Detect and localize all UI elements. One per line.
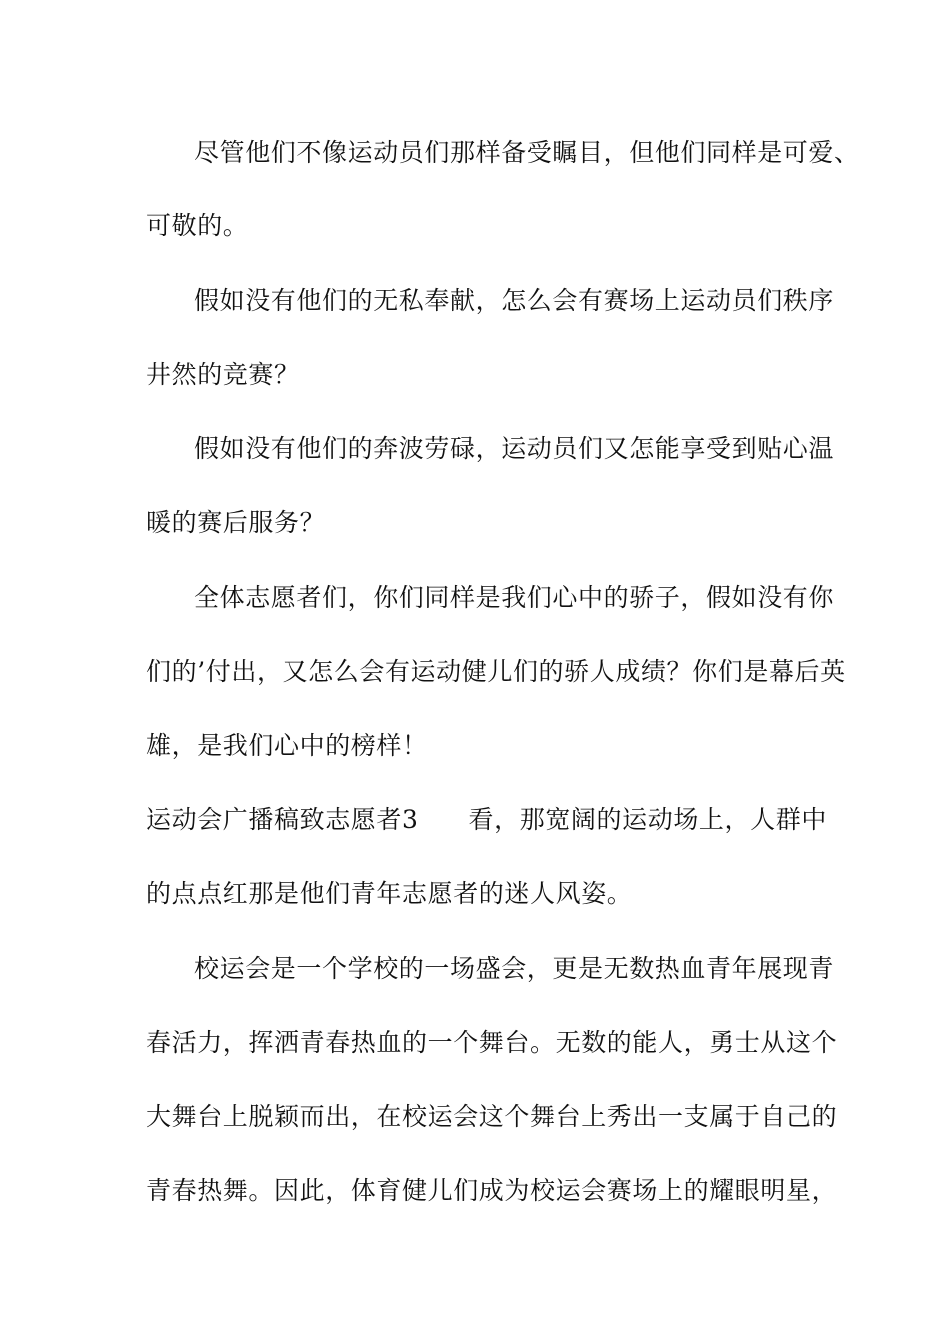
paragraph-line: 的点点红那是他们青年志愿者的迷人风姿。 [146,879,633,908]
section-heading: 运动会广播稿致志愿者3 [146,805,419,834]
paragraph-line: 假如没有他们的奔波劳碌，运动员们又怎能享受到贴心温 [194,434,835,463]
paragraph-line: 可敬的。 [146,211,249,240]
paragraph-line: 全体志愿者们，你们同样是我们心中的骄子，假如没有你 [194,583,835,612]
paragraph-line: 雄，是我们心中的榜样！ [146,731,428,760]
paragraph-line: 校运会是一个学校的一场盛会，更是无数热血青年展现青 [194,954,835,983]
paragraph-line: 春活力，挥洒青春热血的一个舞台。无数的能人，勇士从这个 [146,1028,838,1057]
paragraph-line: 青春热舞。因此，体育健儿们成为校运会赛场上的耀眼明星， [146,1176,838,1205]
paragraph-line: 们的’付出，又怎么会有运动健儿们的骄人成绩？你们是幕后英 [146,657,846,686]
paragraph-line: 井然的竞赛？ [146,360,300,389]
heading-line [146,803,826,837]
paragraph-line: 暖的赛后服务？ [146,508,326,537]
paragraph-line: 大舞台上脱颖而出，在校运会这个舞台上秀出一支属于自己的 [146,1102,838,1131]
paragraph-line: 假如没有他们的无私奉献，怎么会有赛场上运动员们秩序 [194,286,835,315]
paragraph-line: 尽管他们不像运动员们那样备受瞩目，但他们同样是可爱、 [194,138,860,167]
paragraph-start: 看，那宽阔的运动场上，人群中 [468,805,827,834]
